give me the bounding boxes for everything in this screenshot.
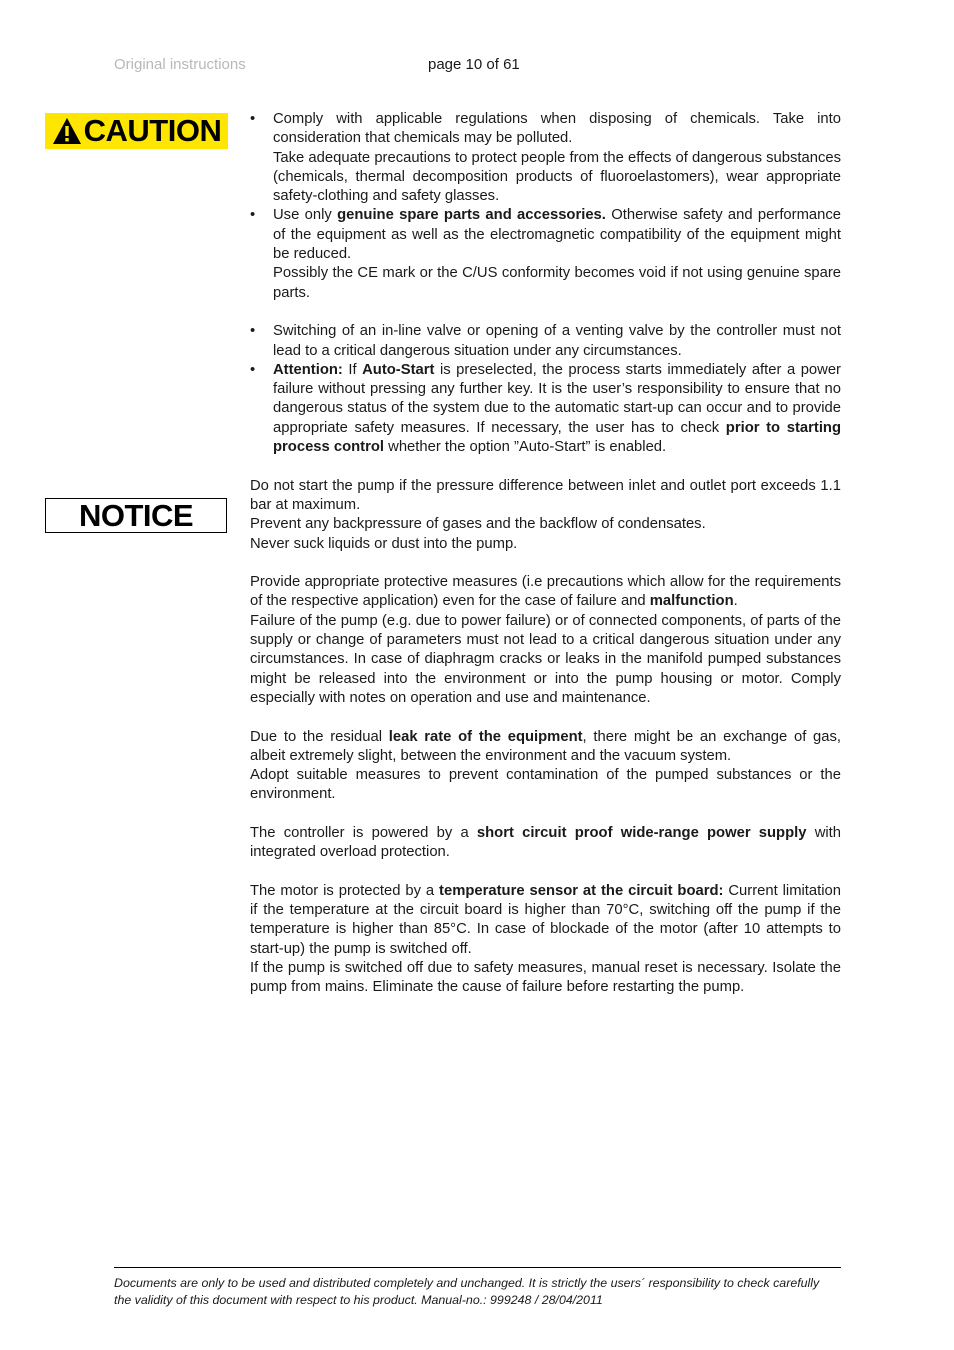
section-gap — [250, 457, 841, 476]
header-original-instructions: Original instructions — [114, 56, 246, 73]
notice-paragraph — [250, 728, 841, 805]
text-run: whether the option ”Auto-Start” is enabled. — [384, 439, 667, 456]
bold-text: genuine spare parts and accessories. — [337, 207, 606, 224]
footer-disclaimer — [114, 1275, 841, 1308]
text-run: Use only — [273, 207, 338, 224]
text-run: Otherwise safety and performance of the equipment as well as the electromagnetic compatibility of the equipment might be reduced. — [273, 207, 841, 263]
footer-line-2: the validity of this document with respect to his product. Manual-no.: 999248 / 28/04/2011 — [114, 1292, 603, 1307]
text-run: Adopt suitable measures to prevent contamination of the pumped substances or the environment. — [250, 767, 841, 803]
bullet-extra-text: Take adequate precautions to protect people from the effects of dangerous substances (chemicals, thermal decomposition products of fluoroelastomers), wear appropriate safety-clothing and safety glasses. — [273, 149, 841, 205]
text-run: Current limitation if the temperature at the circuit board is higher than 70°C, switching off the pump if the temperature is higher than 85°C. In case of blockade of the motor (after 10 attempts to start-up) the pump is switched off. — [250, 882, 842, 957]
caution-label-text: CAUTION — [83, 113, 222, 148]
text-run: Failure of the pump (e.g. due to power failure) or of connected components, of parts of the supply or change of parameters must not lead to a critical dangerous situation under any circumstances. In case of diaphragm cracks or leaks in the manifold pumped substances might be released into the environment or into the pump housing or motor. Comply especially with notes on operation and use and maintenance. — [250, 612, 841, 706]
notice-label — [45, 498, 227, 533]
bold-text: Attention: — [273, 361, 343, 378]
text-run: with integrated overload protection. — [250, 824, 842, 861]
bold-text: temperature sensor at the circuit board: — [439, 882, 724, 899]
main-content — [250, 110, 841, 998]
bold-text: Auto-Start — [362, 361, 435, 378]
text-run: . — [733, 593, 738, 610]
notice-paragraph — [250, 824, 841, 863]
text-run: Never suck liquids or dust into the pump. — [250, 535, 518, 552]
warning-triangle-icon — [52, 117, 84, 145]
notice-paragraph — [250, 477, 841, 554]
paragraph-gap — [250, 708, 841, 727]
caution-label — [45, 113, 228, 149]
caution-bullet-item — [250, 322, 841, 361]
caution-bullet-item — [250, 361, 841, 457]
notice-paragraph — [250, 882, 841, 998]
text-run: Due to the residual — [250, 728, 389, 745]
notice-paragraphs — [250, 477, 841, 998]
footer-line-1: Documents are only to be used and distributed completely and unchanged. It is strictly the users´ responsibility to check carefully — [114, 1276, 820, 1290]
paragraph-gap — [250, 805, 841, 824]
footer-divider — [114, 1267, 841, 1268]
text-run: Do not start the pump if the pressure difference between inlet and outlet port exceeds 1.1 bar at maximum. — [250, 477, 841, 513]
text-run: Prevent any backpressure of gases and the backflow of condensates. — [250, 516, 706, 533]
text-run: Comply with applicable regulations when disposing of chemicals. Take into consideration that chemicals may be polluted. — [273, 111, 841, 147]
text-run: Provide appropriate protective measures (i.e precautions which allow for the requirements of the respective application) even for the case of failure and — [250, 574, 841, 610]
text-run: The controller is powered by a — [250, 824, 477, 841]
text-run: The motor is protected by a — [250, 882, 440, 899]
header-page-number: page 10 of 61 — [428, 56, 520, 73]
paragraph-gap — [250, 554, 841, 573]
text-run: If the pump is switched off due to safety measures, manual reset is necessary. Isolate the pump from mains. Eliminate the cause of failure before restarting the pump. — [250, 960, 841, 996]
bold-text: prior to starting process control — [273, 419, 842, 456]
bullet-extra-text: Possibly the CE mark or the C/US conformity becomes void if not using genuine spare parts. — [273, 265, 841, 301]
notice-label-text: NOTICE — [78, 497, 194, 533]
bold-text: short circuit proof wide-range power supply — [476, 824, 807, 841]
caution-bullet-item — [250, 206, 841, 302]
text-run: Switching of an in-line valve or opening of a venting valve by the controller must not lead to a critical dangerous situation under any circumstances. — [273, 323, 841, 359]
list-gap — [250, 303, 841, 322]
caution-bullet-item — [250, 110, 841, 206]
text-run: is preselected, the process starts immediately after a power failure without pressing any further key. It is the user’s responsibility to ensure that no dangerous status of the system due to the automatic start-up can occur and to provide appropriate safety measures. If necessary, the user has to check — [273, 361, 841, 436]
caution-bullet-list — [250, 110, 841, 457]
text-run: If — [342, 361, 363, 378]
notice-paragraph — [250, 573, 841, 708]
paragraph-gap — [250, 863, 841, 882]
bold-text: leak rate of the equipment — [388, 728, 583, 745]
text-run: , there might be an exchange of gas, albeit extremely slight, between the environment and the vacuum system. — [250, 728, 841, 764]
bold-text: malfunction — [649, 593, 734, 610]
